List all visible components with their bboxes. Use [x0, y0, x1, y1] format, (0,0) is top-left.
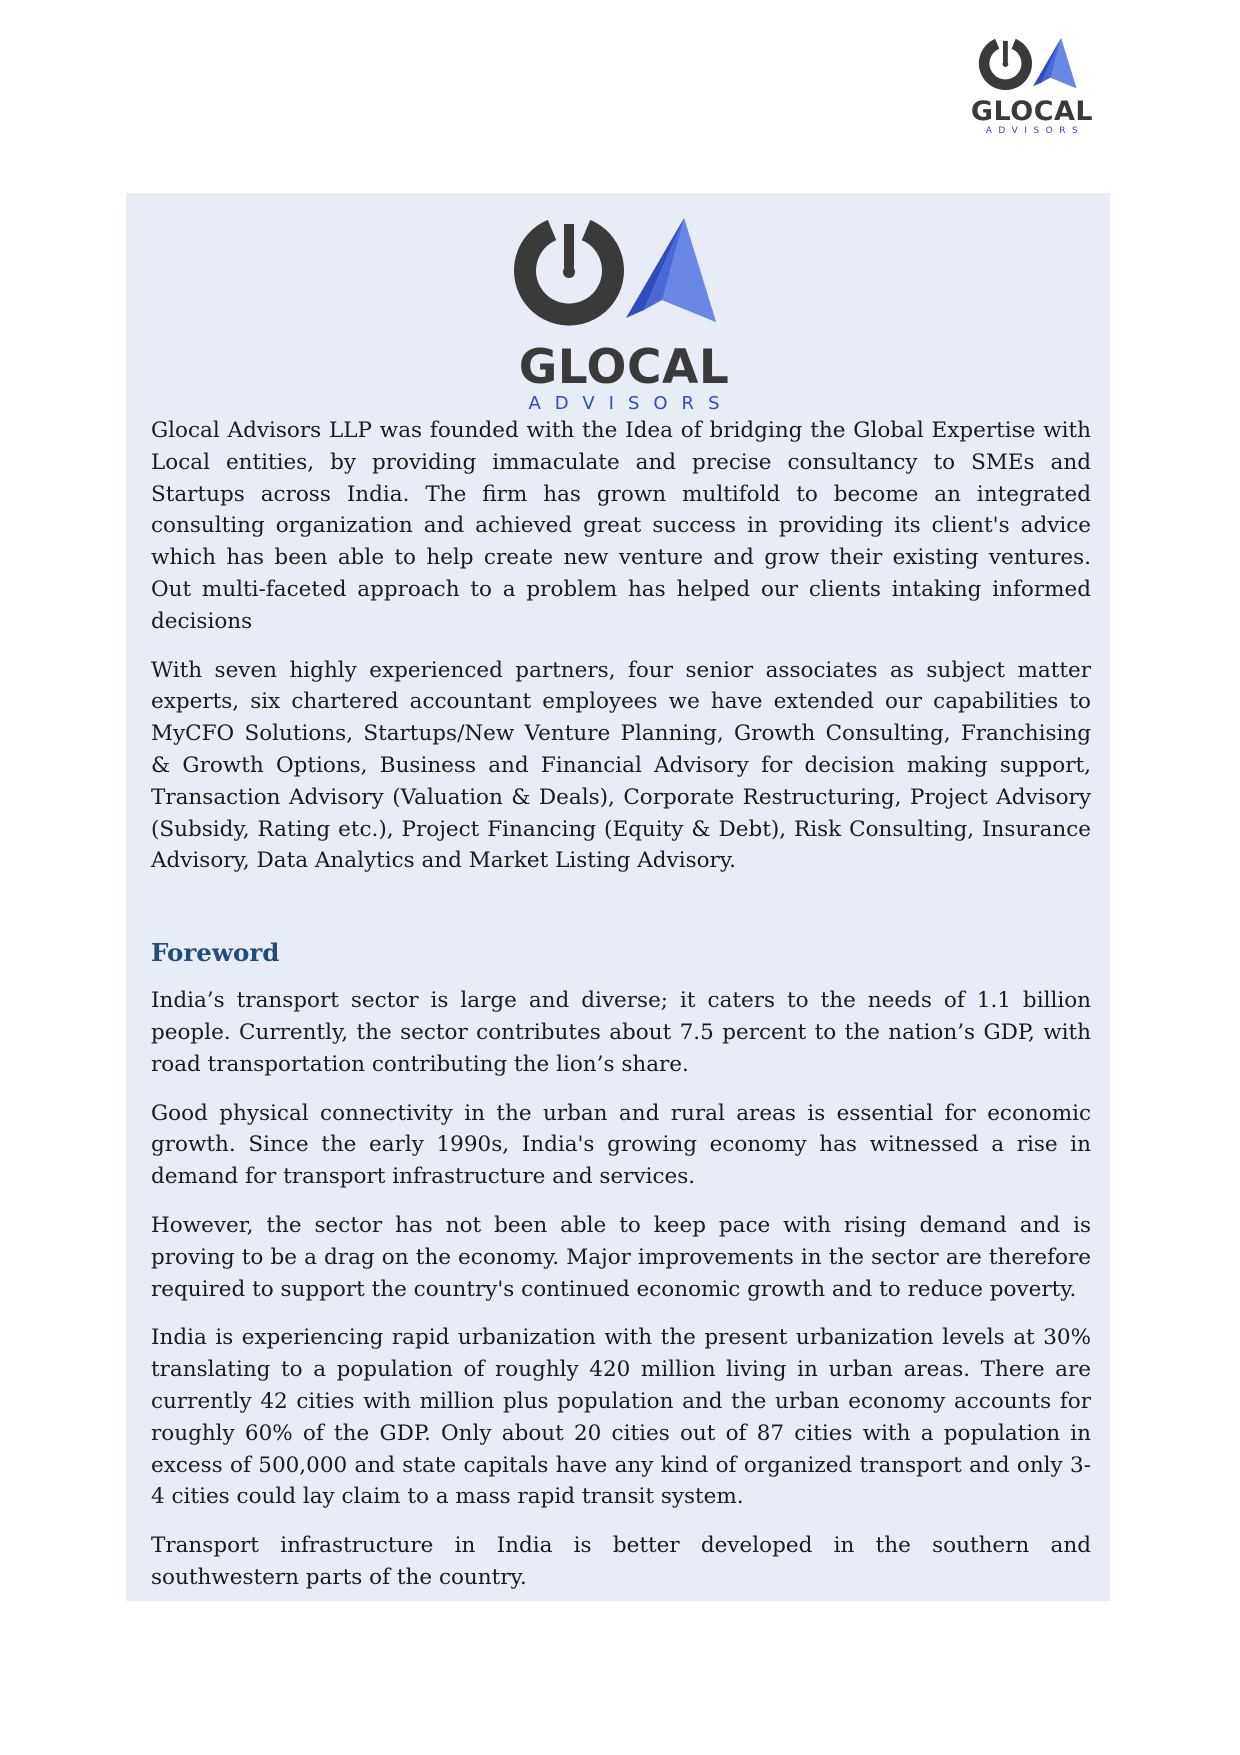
panel-logo: [512, 218, 736, 413]
glocal-advisors-logo-icon: [512, 218, 736, 338]
document-body: [151, 415, 1091, 1611]
foreword-paragraph: Transport infrastructure in India is better developed in the southern and southwestern parts of the country.: [151, 1533, 1091, 1590]
logo-tagline: ADVISORS: [985, 126, 1085, 136]
header-logo: [970, 38, 1094, 136]
foreword-paragraph: Good physical connectivity in the urban and rural areas is essential for economic growth. Since the early 1990s, India's growing economy has witnessed a rise in demand for transport infrastructure and services.: [151, 1100, 1091, 1190]
section-heading-foreword: Foreword: [151, 938, 280, 968]
foreword-paragraph: However, the sector has not been able to keep pace with rising demand and is proving to be a drag on the economy. Major improvements in the sector are therefore required to support the country's continued economic growth and to reduce poverty.: [151, 1212, 1091, 1302]
logo-tagline: ADVISORS: [528, 393, 734, 414]
logo-name: GLOCAL: [518, 340, 730, 395]
foreword-paragraph: India is experiencing rapid urbanization with the present urbanization levels at 30% translating to a population of roughly 420 million living in urban areas. There are currently 42 cities with million plus population and the urban economy accounts for roughly 60% of the GDP. Only about 20 cities out of 87 cities with a population in excess of 500,000 and state capitals have any kind of organized transport and only 3-4 cities could lay claim to a mass rapid transit system.: [151, 1325, 1091, 1510]
logo-name: GLOCAL: [970, 96, 1094, 127]
intro-paragraph: Glocal Advisors LLP was founded with the Idea of bridging the Global Expertise with Local entities, by providing immaculate and precise consultancy to SMEs and Startups across India. The firm has grown multifold to become an integrated consulting organization and achieved great success in providing its client's advice which has been able to help create new venture and grow their existing ventures. Out multi-faceted approach to a problem has helped our clients intaking informed decisions: [151, 418, 1091, 634]
foreword-paragraph: India’s transport sector is large and diverse; it caters to the needs of 1.1 billion people. Currently, the sector contributes about 7.5 percent to the nation’s GDP, with road transportation contributing the lion’s share.: [151, 988, 1091, 1077]
glocal-advisors-logo-icon: [975, 38, 1089, 96]
intro-paragraph: With seven highly experienced partners, four senior associates as subject matter experts, six chartered accountant employees we have extended our capabilities to MyCFO Solutions, Startups/New Venture Planning, Growth Consulting, Franchising & Growth Options, Business and Financial Advisory for decision making support, Transaction Advisory (Valuation & Deals), Corporate Restructuring, Project Advisory (Subsidy, Rating etc.), Project Financing (Equity & Debt), Risk Consulting, Insurance Advisory, Data Analytics and Market Listing Advisory.: [151, 657, 1091, 874]
